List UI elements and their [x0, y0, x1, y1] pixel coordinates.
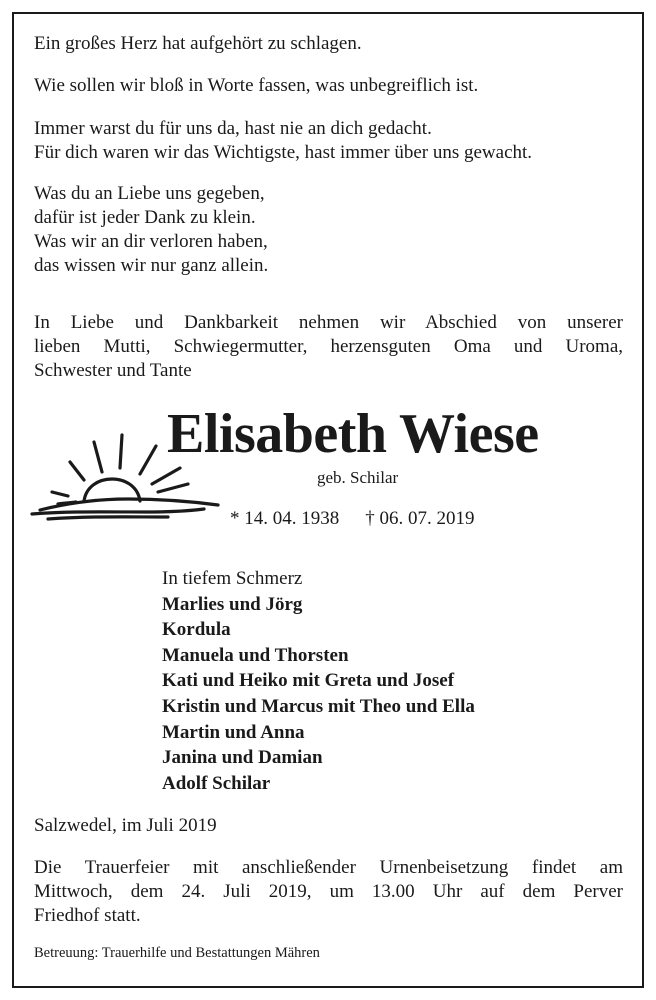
- farewell-intro: [34, 311, 623, 383]
- intro-line: lieben Mutti, Schwiegermutter, herzensguten Oma und Uroma,: [34, 336, 623, 357]
- mourner-name: Kordula: [162, 619, 231, 641]
- funeral-line: Mittwoch, dem 24. Juli 2019, um 13.00 Uhr auf dem Perver: [34, 881, 623, 902]
- mourners-heading: In tiefem Schmerz: [162, 568, 303, 589]
- funeral-line: Friedhof statt.: [34, 905, 141, 926]
- funeral-info: [34, 856, 623, 928]
- mourner-name: Adolf Schilar: [162, 772, 271, 794]
- poem-line: das wissen wir nur ganz allein.: [34, 255, 269, 276]
- mourner-name: Martin und Anna: [162, 721, 305, 743]
- intro-line: In Liebe und Dankbarkeit nehmen wir Abschied von unserer: [34, 312, 623, 333]
- poem-line: Für dich waren wir das Wichtigste, hast immer über uns gewacht.: [34, 142, 533, 163]
- poem-stanza-2: [34, 117, 532, 165]
- poem-line: Immer warst du für uns da, hast nie an dich gedacht.: [34, 118, 432, 139]
- mourner-name: Marlies und Jörg: [162, 593, 303, 615]
- poem-line: Was du an Liebe uns gegeben,: [34, 183, 265, 204]
- life-dates: [230, 507, 475, 531]
- mourner-name: Janina und Damian: [162, 747, 323, 769]
- deceased-name: Elisabeth Wiese: [167, 403, 539, 465]
- mourner-name: Manuela und Thorsten: [162, 644, 349, 666]
- intro-line: Schwester und Tante: [34, 360, 192, 381]
- maiden-name: geb. Schilar: [317, 468, 399, 487]
- mourner-name: Kristin und Marcus mit Theo und Ella: [162, 695, 475, 717]
- poem-stanza-3: [34, 182, 268, 278]
- poem-line: Was wir an dir verloren haben,: [34, 231, 268, 252]
- poem-line-1: Ein großes Herz hat aufgehört zu schlagen.: [34, 33, 362, 54]
- birth-date: * 14. 04. 1938: [230, 508, 340, 529]
- mourner-name: Kati und Heiko mit Greta und Josef: [162, 670, 455, 692]
- death-date: † 06. 07. 2019: [365, 508, 475, 529]
- mourners-list: [162, 566, 475, 796]
- poem-line-2: Wie sollen wir bloß in Worte fassen, was unbegreiflich ist.: [34, 75, 479, 96]
- funeral-line: Die Trauerfeier mit anschließender Urnenbeisetzung findet am: [34, 857, 623, 878]
- poem-line: dafür ist jeder Dank zu klein.: [34, 207, 256, 228]
- funeral-home-credit: Betreuung: Trauerhilfe und Bestattungen Mähren: [34, 945, 320, 961]
- place-date: Salzwedel, im Juli 2019: [34, 815, 217, 836]
